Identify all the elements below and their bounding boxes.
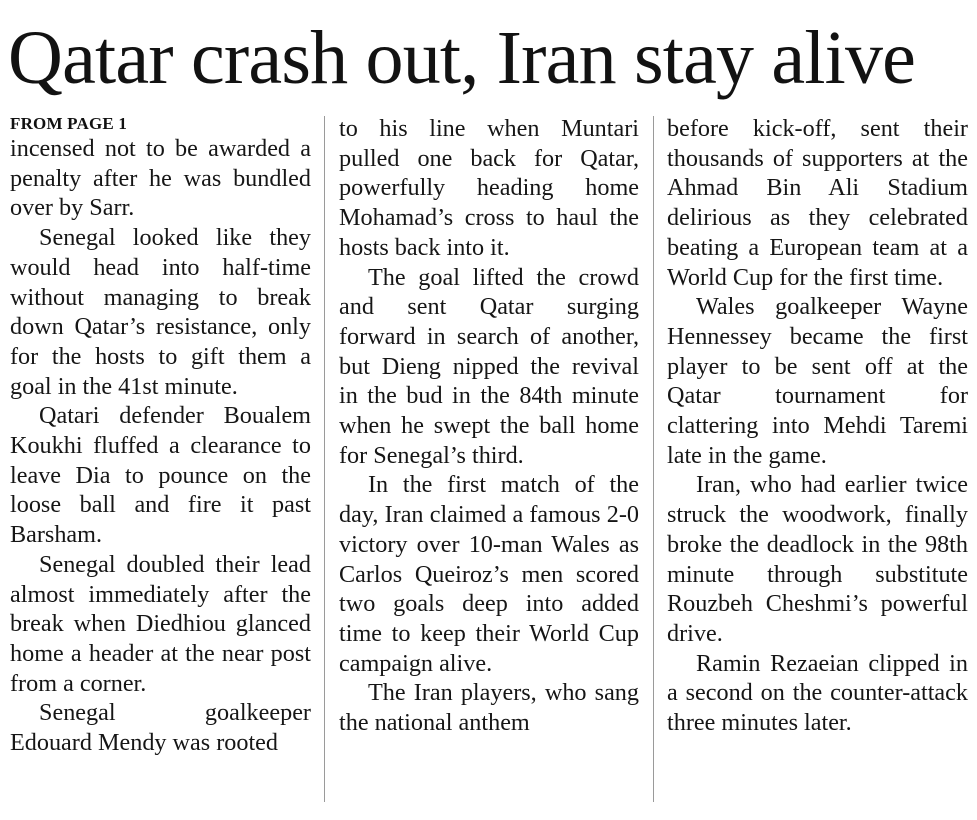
article-column-3 (667, 114, 968, 814)
article-column-1 (10, 113, 311, 813)
column-1-paragraph-1: incensed not to be awarded a penalty after he was bundled over by Sarr. (10, 135, 311, 222)
column-3-paragraph-1: before kick-off, sent their thousands of supporters at the Ahmad Bin Ali Stadium delirious as they celebrated beating a European team at a World Cup for the first time. (667, 115, 968, 291)
headline: Qatar crash out, Iran stay alive (8, 16, 916, 100)
column-divider-2 (653, 116, 654, 802)
column-1-paragraph-5: Senegal goalkeeper Edouard Mendy was rooted (10, 699, 311, 757)
continuation-kicker: FROM PAGE 1 (10, 114, 128, 133)
column-2-paragraph-4: The Iran players, who sang the national anthem (339, 679, 639, 737)
column-1-paragraph-2: Senegal looked like they would head into half-time without managing to break down Qatar’s resistance, only for the hosts to gift them a goal in the 41st minute. (10, 224, 311, 400)
column-1-paragraph-3: Qatari defender Boualem Koukhi fluffed a clearance to leave Dia to pounce on the loose ball and fire it past Barsham. (10, 402, 311, 549)
column-2-paragraph-3: In the first match of the day, Iran claimed a famous 2-0 victory over 10-man Wales as Carlos Queiroz’s men scored two goals deep into added time to keep their World Cup campaign alive. (339, 471, 639, 677)
article-column-2 (339, 114, 639, 814)
column-2-paragraph-1: to his line when Muntari pulled one back for Qatar, powerfully heading home Mohamad’s cross to haul the hosts back into it. (339, 115, 639, 261)
column-3-paragraph-3: Iran, who had earlier twice struck the woodwork, finally broke the deadlock in the 98th minute through substitute Rouzbeh Cheshmi’s powerful drive. (667, 471, 968, 647)
column-3-paragraph-4: Ramin Rezaeian clipped in a second on the counter-attack three minutes later. (667, 649, 968, 737)
column-2-paragraph-2: The goal lifted the crowd and sent Qatar surging forward in search of another, but Dieng nipped the revival in the bud in the 84th minute when he swept the ball home for Senegal’s third. (339, 263, 639, 469)
column-divider-1 (324, 116, 325, 802)
column-1-paragraph-4: Senegal doubled their lead almost immediately after the break when Diedhiou glanced home a header at the near post from a corner. (10, 550, 311, 697)
column-3-paragraph-2: Wales goalkeeper Wayne Hennessey became the first player to be sent off at the Qatar tournament for clattering into Mehdi Taremi late in the game. (667, 293, 968, 469)
